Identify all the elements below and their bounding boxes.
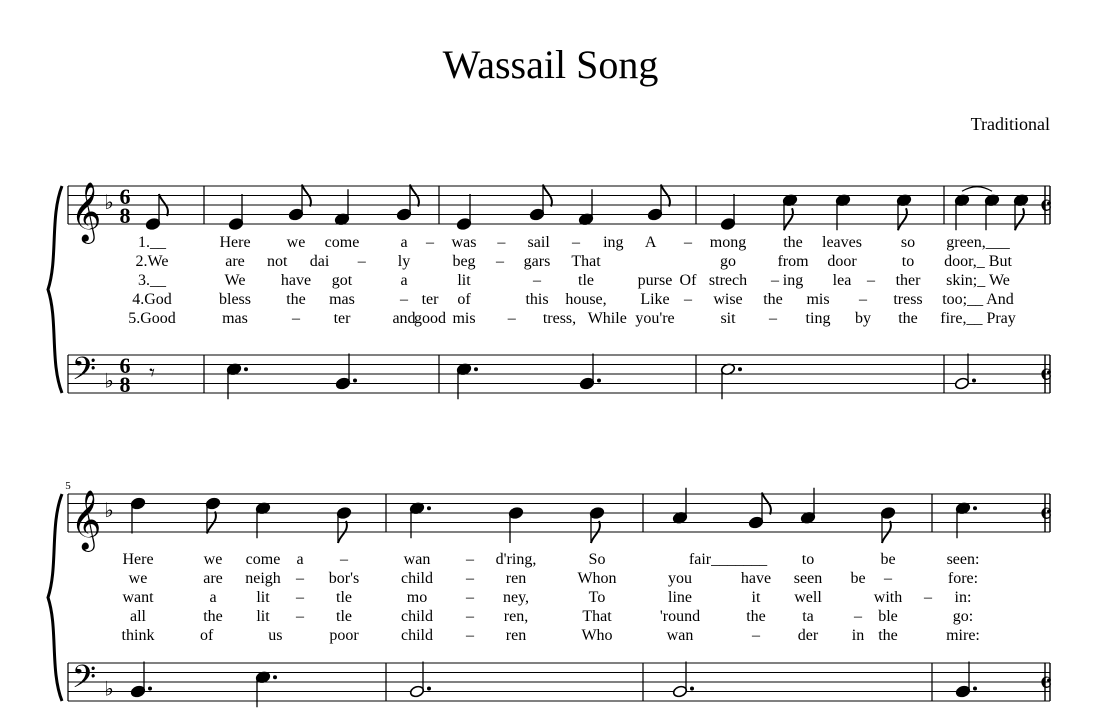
score-title: Wassail Song [442,42,659,87]
lyric-syllable: mong [709,234,747,251]
lyric-syllable: mas [329,291,355,308]
lyric-syllable: not [267,253,288,270]
lyric-syllable: are [225,253,245,270]
lyric-syllable: well [794,589,822,606]
lyric-syllable: child [401,570,433,587]
lyric-syllable: tress, [542,310,577,327]
lyric-syllable: poor [329,627,359,644]
lyric-syllable: beg [452,253,476,270]
lyric-syllable: the [286,291,306,308]
treble-clef-icon: 𝄞 [70,492,102,549]
lyric-syllable: – [884,570,892,587]
lyric-syllable: fore: [947,570,979,587]
lyric-syllable: come [324,234,360,251]
lyric-syllable: the [203,608,223,625]
lyric-syllable: by [855,310,871,327]
lyric-syllable: this [525,291,549,308]
melody-note [529,185,552,222]
lyric-syllable: ney, [502,589,530,606]
lyric-syllable: bor's [328,570,360,587]
bass-note [672,662,694,699]
melody-note [578,189,593,226]
lyric-syllable: fair_______ [688,551,768,568]
lyric-syllable: 5.Good [128,310,176,327]
melody-note [835,194,850,231]
lyric-syllable: we [203,551,223,568]
lyric-syllable: Here [219,234,251,251]
melody-note [228,194,243,231]
lyric-syllable: you're [635,310,675,327]
lyric-syllable: – [684,234,692,251]
melody-note [589,506,604,543]
lyric-syllable: – [466,570,474,587]
common-time-icon: 𝄴 [1039,359,1053,393]
lyric-syllable: – [496,253,504,270]
bass-clef-icon: 𝄢 [71,352,97,395]
lyric-syllable: 'round [659,608,701,625]
lyric-syllable: got [331,272,353,289]
lyric-syllable: wan [666,627,694,644]
lyric-syllable: lit [457,272,471,289]
lyric-syllable: go: [952,608,974,625]
lyric-syllable: Of [679,272,697,289]
lyric-syllable: too;__ And [942,291,1014,308]
melody-note [880,506,895,543]
lyric-syllable: to [901,253,915,270]
melody-note [800,488,815,525]
lyric-syllable: be [850,570,866,587]
lyric-syllable: Whon [577,570,617,587]
lyric-syllable: – [466,608,474,625]
tie [962,187,992,192]
lyric-syllable: – [292,310,300,327]
lyric-syllable: ren [505,627,527,644]
melody-note [145,194,168,231]
lyric-syllable: – [296,589,304,606]
lyric-syllable: ren, [503,608,529,625]
lyric-syllable: That [582,608,612,625]
lyric-syllable: of [200,627,214,644]
lyric-syllable: neigh [245,570,281,587]
lyric-syllable: lea [832,272,852,289]
lyric-syllable: – [769,310,777,327]
lyric-syllable: was [451,234,477,251]
lyric-syllable: – [296,608,304,625]
lyric-syllable: Like [640,291,670,308]
lyric-syllable: so [900,234,916,251]
time-signature-bottom: 8 [119,372,131,398]
lyric-syllable: – [340,551,348,568]
lyric-syllable: fire,__ Pray [940,310,1016,327]
lyric-syllable: – [497,234,506,251]
lyric-syllable: ble [878,608,898,625]
lyric-syllable: – [466,551,474,568]
brace [48,494,62,701]
lyric-syllable: dai [309,253,330,270]
lyric-syllable: ter [333,310,351,327]
lyric-syllable: have [280,272,312,289]
time-signature-top: 6 [119,184,131,210]
lyric-syllable: mis [452,310,476,327]
lyric-syllable: tle [336,608,352,625]
bass-note [955,662,977,699]
lyric-syllable: of [457,291,471,308]
lyric-syllable: are [203,570,223,587]
melody-note [647,185,670,222]
lyric-syllable: a [400,234,408,251]
lyric-syllable: the [783,234,803,251]
lyric-syllable: ting [805,310,831,327]
lyric-syllable: mas [222,310,248,327]
lyric-syllable: lit [256,608,270,625]
lyric-syllable: us [268,627,283,644]
lyric-syllable: bless [219,291,251,308]
lyric-syllable: the [763,291,783,308]
measure-number: 5 [65,480,71,492]
melody-note [954,194,969,231]
common-time-icon: 𝄴 [1039,498,1053,532]
lyric-syllable: Here [122,551,154,568]
brace [48,186,62,393]
lyric-syllable: seen [793,570,823,587]
lyric-syllable: and [392,310,416,327]
lyric-syllable: – [357,253,366,270]
lyric-syllable: think [121,627,155,644]
lyric-syllable: strech [708,272,748,289]
lyric-syllable: So [588,551,606,568]
lyric-syllable: ter [421,291,439,308]
melody-note [255,502,270,539]
lyric-syllable: 2.We [135,253,169,270]
lyric-syllable: – [533,272,541,289]
flat-icon: ♭ [104,192,114,214]
melody-note [334,189,349,226]
bass-note [335,354,357,391]
common-time-icon: 𝄴 [1039,190,1053,224]
lyric-syllable: ther [895,272,921,289]
lyric-syllable: door [827,253,857,270]
lyric-syllable: – [507,310,516,327]
system-1 [48,182,1053,397]
lyric-syllable: to [801,551,815,568]
lyric-syllable: 3.__ [138,272,166,289]
lyric-syllable: A [644,234,657,251]
lyric-syllable: door,_ But [944,253,1012,270]
lyric-syllable: a [296,551,304,568]
lyric-syllable: the [878,627,898,644]
lyric-syllable: – [296,570,304,587]
lyric-syllable: sail [527,234,550,251]
lyric-syllable: – [859,291,867,308]
lyric-syllable: green,___ [946,234,1010,251]
bass-note [226,363,248,400]
lyric-syllable: We [224,272,246,289]
melody-note [336,506,351,543]
lyric-syllable: wise [713,291,743,308]
lyric-syllable: house, [565,291,607,308]
lyric-syllable: a [400,272,408,289]
melody-note [1013,194,1028,231]
melody-note [396,185,419,222]
lyric-syllable: want [122,589,154,606]
lyric-syllable: Who [581,627,613,644]
lyric-syllable: der [797,627,819,644]
lyric-syllable: tle [578,272,594,289]
lyric-syllable: – [426,234,434,251]
melody-note [288,185,311,222]
lyric-syllable: ta [802,608,814,625]
lyric-syllable: – [572,234,580,251]
lyric-syllable: – [867,272,875,289]
lyric-syllable: mo [406,589,428,606]
flat-icon: ♭ [104,500,114,522]
lyric-syllable: 4.God [132,291,172,308]
bass-note [409,662,431,699]
lyric-syllable: – [684,291,692,308]
bass-note [954,354,976,391]
lyric-syllable: come [245,551,281,568]
lyric-syllable: gars [523,253,551,270]
melody-note [896,194,911,231]
lyric-syllable: wan [403,551,431,568]
lyric-syllable: a [209,589,217,606]
time-signature-top: 6 [119,353,131,379]
lyric-syllable: ren [505,570,527,587]
lyric-syllable: be [880,551,896,568]
lyric-syllable: good [414,310,446,327]
lyric-syllable: the [898,310,918,327]
flat-icon: ♭ [104,678,114,701]
lyric-syllable: – [924,589,932,606]
lyric-syllable: While [587,310,627,327]
eighth-rest-icon: 𝄾 [149,360,155,385]
bass-note [579,354,601,391]
melody-note [130,497,145,534]
lyric-syllable: it [751,589,761,606]
melody-note [748,493,771,530]
lyric-syllable: in: [954,589,972,606]
melody-note [456,194,471,231]
lyric-syllable: ly [397,253,411,270]
composer-credit: Traditional [970,114,1050,134]
melody-note [955,502,977,539]
lyric-syllable: line [668,589,692,606]
lyric-syllable: – [466,627,474,644]
melody-note [984,194,999,231]
melody-note [782,194,797,231]
lyric-syllable: skin;_ We [946,272,1010,289]
flat-icon: ♭ [104,370,114,393]
time-signature-bottom: 8 [119,203,131,229]
melody-note [205,497,220,534]
melody-note [720,194,735,231]
lyric-syllable: we [128,570,148,587]
lyric-syllable: 1.__ [138,234,166,251]
lyric-syllable: from [777,253,809,270]
lyric-syllable: To [588,589,606,606]
lyric-syllable: child [401,608,433,625]
lyric-syllable: That [571,253,601,270]
lyric-syllable: ing [782,272,804,289]
lyric-syllable: mis [806,291,830,308]
melody-note [508,506,523,543]
lyric-syllable: sit [720,310,736,327]
bass-clef-icon: 𝄢 [71,660,97,703]
bass-note [130,662,152,699]
lyric-syllable: with [873,589,903,606]
bass-note [255,671,277,708]
lyric-syllable: in [851,627,865,644]
lyric-syllable: leaves [822,234,862,251]
lyric-syllable: mire: [946,627,980,644]
lyric-syllable: d'ring, [495,551,537,568]
bass-note [456,363,478,400]
lyric-syllable: ing [603,234,624,251]
melody-note [672,488,687,525]
lyric-syllable: you [668,570,692,587]
lyric-syllable: – [854,608,862,625]
lyric-syllable: purse [637,272,673,289]
lyric-syllable: – [771,272,779,289]
lyric-syllable: seen: [946,551,980,568]
lyric-syllable: – [752,627,760,644]
lyric-syllable: have [740,570,772,587]
lyric-syllable: – [466,589,474,606]
bass-note [720,363,742,400]
lyric-syllable: we [286,234,306,251]
lyric-syllable: tress [893,291,923,308]
lyric-syllable: all [130,608,146,625]
lyric-syllable: the [746,608,766,625]
lyric-syllable: go [720,253,736,270]
melody-note [409,502,431,539]
treble-clef-icon: 𝄞 [70,184,102,241]
lyric-syllable: tle [336,589,352,606]
lyric-syllable: – [400,291,408,308]
lyric-syllable: lit [256,589,270,606]
lyric-syllable: child [401,627,433,644]
common-time-icon: 𝄴 [1039,667,1053,701]
